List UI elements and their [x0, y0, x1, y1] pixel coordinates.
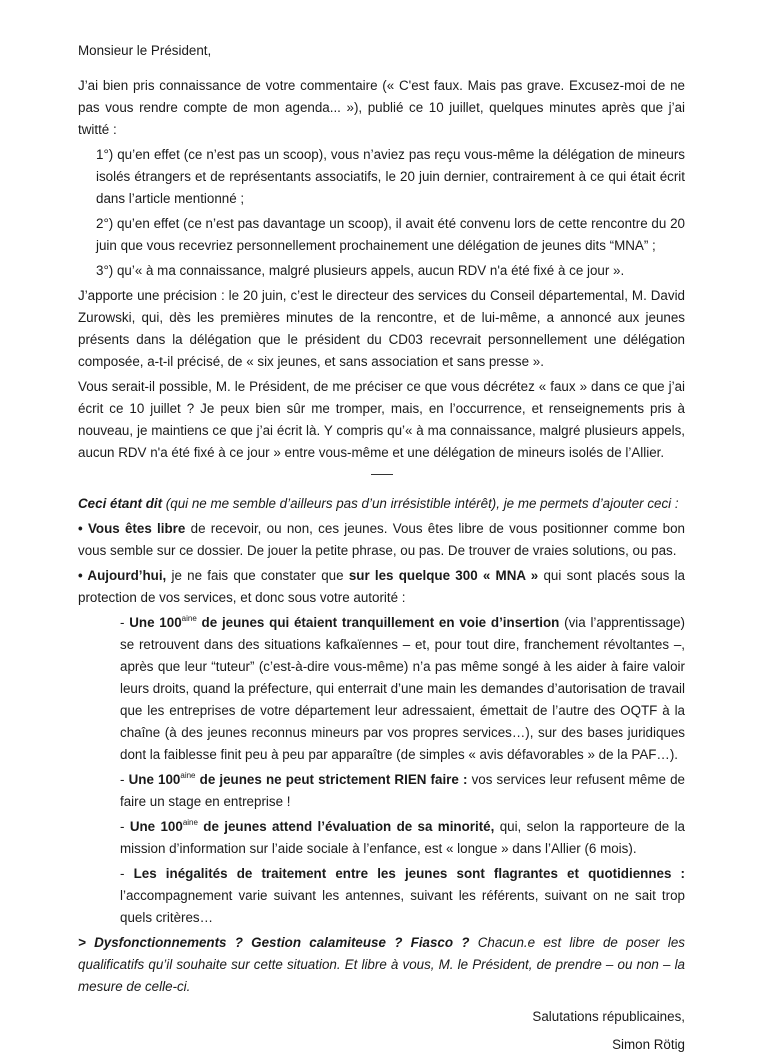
text: de recevoir, ou non, ces jeunes. Vous êtes libre de vous positionner comme bon vous semble sur ce dossier. De jouer la petite phrase, ou pas. De trouver de vraies solutions, ou pas. — [78, 521, 685, 558]
text: qui sont placés sous la protection de vos services, et donc sous votre autorité : — [78, 568, 685, 605]
text: - — [120, 819, 130, 834]
bold-text: Ceci étant dit — [78, 496, 163, 511]
list-item: 3°) qu’« à ma connaissance, malgré plusieurs appels, aucun RDV n'a été fixé à ce jour ». — [96, 263, 625, 278]
text: Chacun.e est libre de poser les qualificatifs qu’il souhaite sur cette situation. Et libre à vous, M. le Président, de prendre – ou non – la mesure de celle-ci. — [78, 935, 685, 994]
text: - — [120, 772, 129, 787]
paragraph-question: Vous serait-il possible, M. le Président, de me préciser ce que vous décrétez « faux » dans ce que j’ai écrit ce 10 juillet ? Je peux bien sûr me tromper, mais, en l’occurrence, et renseignements pris à nouveau, je maintiens ce que j’ai écrit là. Y compris qu’« à ma connaissance, malgré plusieurs appels, aucun RDV n'a été fixé à ce jour » entre vous-même et une délégation de mineurs isolés de l’Allier. — [78, 379, 685, 460]
paragraph-precision: J’apporte une précision : le 20 juin, c’est le directeur des services du Conseil départemental, M. David Zurowski, qui, dès les premières minutes de la rencontre, et de lui-même, a annoncé aux jeunes présents dans la délégation que le président du CD03 recevrait personnellement une délégation composée, a-t-il précisé, de « six jeunes, et sans association et sans presse ». — [78, 288, 685, 369]
bold-text: > Dysfonctionnements ? Gestion calamiteuse ? Fiasco ? — [78, 935, 470, 950]
sub-item — [78, 612, 685, 766]
superscript: aine — [180, 771, 196, 780]
text: l’accompagnement varie suivant les antennes, suivant les référents, suivant on ne sait trop quels critères… — [120, 888, 685, 925]
text: qui, selon la rapporteure de la mission d’information sur l’aide sociale à l’enfance, est « longue » dans l’Allier (6 mois). — [120, 819, 686, 856]
salutation-open: Monsieur le Président, — [78, 43, 212, 58]
text: (qui ne me semble d’ailleurs pas d’un irrésistible intérêt), je me permets d’ajouter ceci : — [162, 496, 679, 511]
text: vos services leur refusent même de faire un stage en entreprise ! — [120, 772, 685, 809]
paragraph-conclusion — [78, 932, 685, 998]
paragraph-aujourdhui — [78, 565, 685, 609]
bold-text: Une 100 — [129, 819, 183, 834]
list-item: 2°) qu’en effet (ce n’est pas davantage un scoop), il avait été convenu lors de cette rencontre du 20 juin que vous recevriez personnellement prochainement une délégation de jeunes dits “MNA” ; — [96, 216, 685, 253]
bold-text: de jeunes qui étaient tranquillement en voie d’insertion — [196, 615, 560, 630]
sub-item — [78, 769, 685, 813]
bold-text: de jeunes attend l’évaluation de sa minorité, — [197, 819, 495, 834]
superscript: aine — [182, 818, 198, 827]
superscript: aine — [181, 614, 197, 623]
bold-text: Une 100 — [129, 615, 182, 630]
text: je ne fais que constater que — [166, 568, 349, 583]
list-item: 1°) qu’en effet (ce n’est pas un scoop), vous n’aviez pas reçu vous-même la délégation de mineurs isolés étrangers et de représentants associatifs, le 20 juin dernier, contrairement à ce qui était écrit dans l’article mentionné ; — [96, 147, 685, 206]
bold-text: Les inégalités de traitement entre les jeunes sont flagrantes et quotidiennes : — [133, 866, 685, 881]
paragraph-libre — [78, 518, 685, 562]
closing: Salutations républicaines, — [532, 1009, 685, 1024]
letter — [78, 40, 685, 1062]
separator — [371, 474, 393, 475]
paragraph-ceci — [78, 493, 685, 515]
text: - — [120, 615, 130, 630]
bold-text: de jeunes ne peut strictement RIEN faire : — [195, 772, 468, 787]
bold-text: • Vous êtes libre — [78, 521, 186, 536]
bold-text: • Aujourd’hui, — [78, 568, 167, 583]
text: - — [120, 866, 134, 881]
text: (via l’apprentissage) se retrouvent dans des situations kafkaïennes – et, pour tout dire, franchement révoltantes –, après que leur “tuteur” (c’est-à-dire vous-même) n’a pas même songé à les aider à faire valoir leurs droits, quand la préfecture, qui enterrait d’une main les demandes d’autorisation de travail que les entreprises de votre département leur adressaient, émettait de l’autre des OQTF à la chaîne (à des jeunes reconnus mineurs par vos propres services…), sur des bases juridiques dont la faiblesse finit peu à peu par apparaître (de simples « avis défavorables » de la PAF…). — [120, 615, 685, 762]
paragraph-intro: J’ai bien pris connaissance de votre commentaire (« C'est faux. Mais pas grave. Excusez-moi de ne pas vous rendre compte de mon agenda... »), publié ce 10 juillet, quelques minutes après que j’ai twitté : — [78, 78, 685, 137]
sub-item — [78, 816, 685, 860]
sub-item — [78, 863, 685, 929]
bold-text: Une 100 — [128, 772, 181, 787]
signature: Simon Rötig — [612, 1037, 685, 1052]
bold-text: sur les quelque 300 « MNA » — [348, 568, 539, 583]
